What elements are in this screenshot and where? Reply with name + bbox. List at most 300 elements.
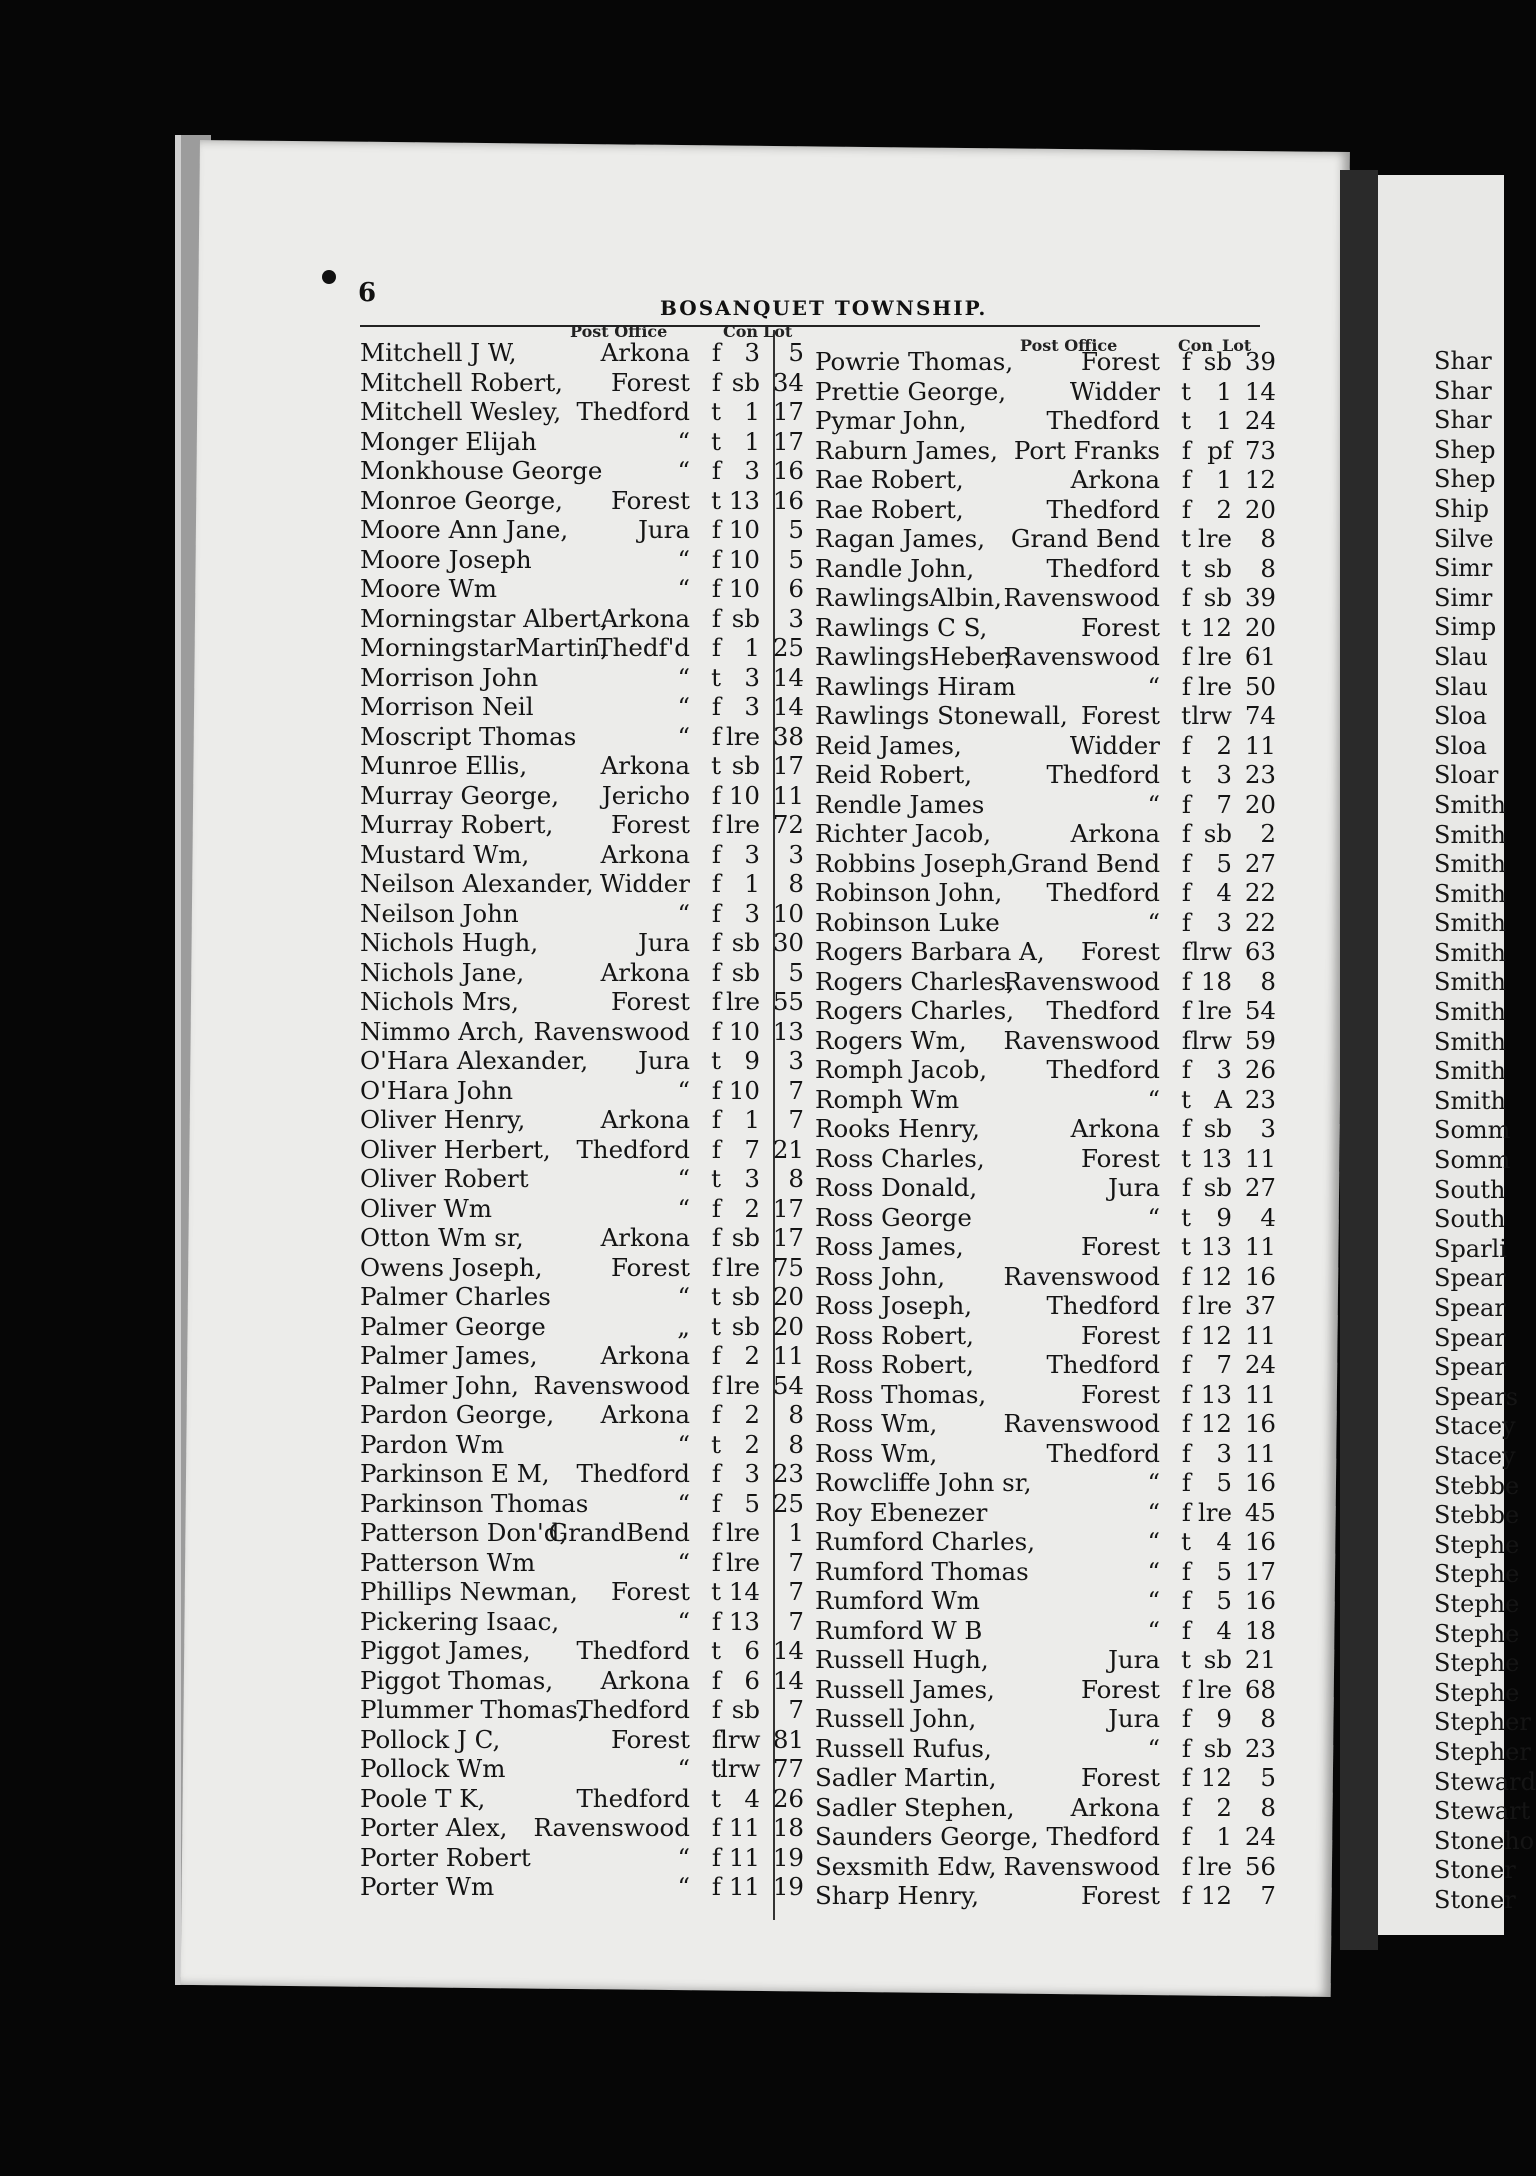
tenure-code: f	[711, 1341, 721, 1370]
lot-number: 7	[788, 1606, 804, 1636]
lot-number: 16	[1244, 1409, 1276, 1438]
page-number: 6	[358, 278, 377, 308]
next-page-entry: Stephe	[1434, 1589, 1520, 1618]
lot-number: 73	[1244, 435, 1276, 465]
post-office: “	[677, 898, 690, 928]
concession: 3	[1216, 1055, 1232, 1084]
tenure-code: t	[711, 1282, 721, 1311]
lot-number: 22	[1244, 878, 1276, 907]
post-office: “	[1147, 1733, 1160, 1763]
entry-name: Sadler Martin,	[815, 1763, 997, 1792]
concession: sb	[731, 603, 760, 633]
post-office: Arkona	[600, 957, 690, 987]
concession: 7	[1216, 789, 1232, 819]
lot-number: 8	[1260, 524, 1276, 553]
concession: 11	[728, 1872, 760, 1901]
lot-number: 27	[1244, 848, 1276, 878]
lot-number: 75	[772, 1252, 804, 1282]
tenure-code: f	[1181, 789, 1191, 819]
lot-number: 17	[772, 397, 804, 426]
lot-number: 54	[772, 1370, 804, 1400]
lot-number: 14	[772, 662, 804, 692]
post-office: Forest	[1080, 1143, 1160, 1173]
concession: 12	[1200, 1763, 1232, 1792]
entry-name: Sharp Henry,	[815, 1881, 980, 1910]
lot-number: 10	[772, 898, 804, 928]
entry-name: Ross Charles,	[815, 1143, 985, 1173]
concession: 2	[744, 1193, 760, 1223]
entry-name: Ross Robert,	[815, 1350, 974, 1379]
lot-number: 11	[1244, 1232, 1276, 1261]
lot-number: 81	[772, 1724, 804, 1754]
tenure-code: t	[711, 1046, 721, 1075]
entry-name: O'Hara John	[360, 1075, 514, 1105]
tenure-code: f	[711, 1813, 721, 1842]
lot-number: 8	[788, 869, 804, 898]
tenure-code: t	[711, 1164, 721, 1193]
tenure-code: t	[711, 662, 721, 692]
entry-name: Rumford Wm	[815, 1586, 980, 1615]
lot-number: 20	[772, 1311, 804, 1341]
concession: sb	[1203, 1645, 1232, 1674]
tenure-code: f	[1181, 1261, 1191, 1291]
post-office: Thedford	[576, 1636, 690, 1665]
next-page-entry: Stepher	[1434, 1737, 1531, 1766]
tenure-code: f	[711, 603, 721, 633]
next-page	[1378, 175, 1536, 1935]
post-office: Forest	[1080, 1320, 1160, 1350]
next-page-entry: Shep	[1434, 465, 1496, 494]
tenure-code: f	[1181, 1674, 1191, 1704]
next-page-entry: Smith	[1434, 879, 1506, 908]
concession: 1	[744, 426, 760, 456]
lot-number: 3	[788, 603, 804, 633]
entry-name: Piggot Thomas,	[360, 1665, 554, 1695]
entry-name: Rawlings Stonewall,	[815, 701, 1068, 730]
post-office: Ravenswood	[1003, 1261, 1160, 1291]
post-office: Ravenswood	[533, 1813, 690, 1842]
post-office: “	[1147, 1202, 1160, 1232]
entry-name: Ross Donald,	[815, 1173, 978, 1202]
tenure-code: f	[711, 1872, 721, 1901]
entry-name: Rooks Henry,	[815, 1114, 980, 1143]
concession: sb	[731, 928, 760, 957]
concession: 3	[744, 898, 760, 928]
lot-number: 63	[1244, 937, 1276, 966]
concession: lre	[1197, 1497, 1232, 1527]
concession: 3	[1216, 760, 1232, 789]
next-page-entry: Silve	[1434, 524, 1494, 553]
post-office: Arkona	[600, 1400, 690, 1429]
entry-name: MorningstarMartin,	[360, 633, 609, 662]
entry-name: Plummer Thomas,	[360, 1695, 586, 1724]
lot-number: 50	[1244, 671, 1276, 701]
next-page-entry: Spear	[1434, 1264, 1506, 1293]
lot-number: 54	[1244, 996, 1276, 1025]
next-page-entry: Shep	[1434, 435, 1496, 464]
next-page-entry: South	[1434, 1175, 1506, 1204]
entry-name: Moscript Thomas	[360, 721, 577, 751]
header-rule	[360, 325, 1260, 327]
tenure-code: f	[711, 1075, 721, 1105]
post-office: Jura	[1108, 1704, 1160, 1733]
post-office: Arkona	[1070, 1792, 1160, 1822]
lot-number: 68	[1244, 1674, 1276, 1704]
post-office: Forest	[610, 810, 690, 839]
tenure-code: f	[1181, 878, 1191, 907]
entry-name: Moore Ann Jane,	[360, 515, 569, 544]
lot-number: 7	[788, 1075, 804, 1105]
post-office: Ravenswood	[1003, 642, 1160, 671]
post-office: GrandBend	[548, 1518, 690, 1547]
post-office: “	[1147, 1084, 1160, 1114]
entry-name: Porter Wm	[360, 1872, 495, 1901]
lot-number: 30	[772, 928, 804, 957]
lot-number: 20	[1244, 789, 1276, 819]
tenure-code: f	[711, 1223, 721, 1252]
post-office: Arkona	[600, 1341, 690, 1370]
entry-name: Reid Robert,	[815, 760, 972, 789]
post-office: Ravenswood	[1003, 1025, 1160, 1055]
tenure-code: f	[711, 338, 721, 367]
tenure-code: f	[1181, 937, 1191, 966]
entry-name: Parkinson Thomas	[360, 1488, 589, 1518]
next-page-entry: Stoner	[1434, 1885, 1516, 1914]
tenure-code: t	[1181, 1202, 1191, 1232]
lot-number: 8	[788, 1429, 804, 1459]
lot-number: 20	[772, 1282, 804, 1311]
tenure-code: f	[1181, 1438, 1191, 1468]
concession: lre	[725, 1547, 760, 1577]
concession: 13	[728, 485, 760, 515]
tenure-code: f	[1181, 996, 1191, 1025]
lot-number: 11	[772, 780, 804, 810]
next-page-entry: Spear	[1434, 1323, 1506, 1352]
post-office: Forest	[1080, 1674, 1160, 1704]
next-page-entry: Steward	[1434, 1767, 1536, 1796]
lot-number: 7	[788, 1695, 804, 1724]
concession: lre	[725, 1252, 760, 1282]
post-office: Forest	[610, 367, 690, 397]
tenure-code: f	[711, 1606, 721, 1636]
next-page-entry: Stebbe	[1434, 1501, 1520, 1530]
entry-name: Rawlings C S,	[815, 612, 988, 642]
lot-number: 8	[1260, 966, 1276, 996]
lot-number: 17	[772, 1223, 804, 1252]
entry-name: Rumford Charles,	[815, 1527, 1035, 1556]
next-page-entry: Smith	[1434, 790, 1506, 819]
lot-number: 34	[772, 367, 804, 397]
lot-number: 8	[1260, 1792, 1276, 1822]
post-office: Jura	[638, 928, 690, 957]
next-page-entry: Stacey	[1434, 1412, 1516, 1441]
tenure-code: f	[711, 574, 721, 603]
concession: lre	[725, 810, 760, 839]
entry-name: RawlingsHeber,	[815, 642, 1013, 671]
lot-number: 25	[772, 1488, 804, 1518]
tenure-code: f	[711, 1547, 721, 1577]
entry-name: Ragan James,	[815, 524, 985, 553]
tenure-code: t	[1181, 553, 1191, 583]
next-page-entry: Stephe	[1434, 1530, 1520, 1559]
entry-name: Oliver Robert	[360, 1164, 529, 1193]
post-office: “	[677, 662, 690, 692]
concession: 9	[1216, 1704, 1232, 1733]
concession: 11	[728, 1842, 760, 1872]
concession: sb	[1203, 347, 1232, 376]
concession: lrw	[720, 1754, 761, 1783]
concession: 12	[1200, 612, 1232, 642]
entry-name: Rumford W B	[815, 1615, 983, 1645]
post-office: Arkona	[600, 338, 690, 367]
entry-name: Rumford Thomas	[815, 1556, 1029, 1586]
concession: sb	[1203, 1173, 1232, 1202]
entry-name: Pollock Wm	[360, 1754, 506, 1783]
concession: lrw	[1191, 1025, 1232, 1055]
post-office: “	[1147, 1586, 1160, 1615]
lot-number: 26	[772, 1783, 804, 1813]
concession: 12	[1200, 1261, 1232, 1291]
tenure-code: f	[711, 1518, 721, 1547]
concession: 7	[744, 1134, 760, 1164]
entry-name: Porter Alex,	[360, 1813, 508, 1842]
concession: 6	[744, 1665, 760, 1695]
tenure-code: t	[1181, 1232, 1191, 1261]
entry-name: Rae Robert,	[815, 465, 964, 494]
concession: 3	[744, 1459, 760, 1488]
post-office: Port Franks	[1013, 435, 1160, 465]
tenure-code: f	[711, 898, 721, 928]
entry-name: Ross John,	[815, 1261, 946, 1291]
entry-name: Romph Jacob,	[815, 1055, 988, 1084]
next-page-entry: Smith	[1434, 1086, 1506, 1115]
concession: 12	[1200, 1320, 1232, 1350]
tenure-code: f	[1181, 465, 1191, 494]
next-page-entry: Stephe	[1434, 1560, 1520, 1589]
tenure-code: f	[1181, 1497, 1191, 1527]
entry-name: Rogers Charles,	[815, 966, 1014, 996]
post-office: Arkona	[600, 1105, 690, 1134]
concession: sb	[731, 1311, 760, 1341]
post-office: Arkona	[600, 1665, 690, 1695]
concession: 10	[728, 1075, 760, 1105]
entry-name: Russell John,	[815, 1704, 977, 1733]
lot-number: 21	[772, 1134, 804, 1164]
tenure-code: t	[1181, 1645, 1191, 1674]
lot-number: 39	[1244, 347, 1276, 376]
lot-number: 18	[1244, 1615, 1276, 1645]
entry-name: Munroe Ellis,	[360, 751, 528, 780]
concession: 2	[744, 1429, 760, 1459]
concession: 18	[1200, 966, 1232, 996]
entry-name: Rogers Barbara A,	[815, 937, 1045, 966]
tenure-code: f	[711, 1016, 721, 1046]
tenure-code: t	[711, 426, 721, 456]
lot-number: 27	[1244, 1173, 1276, 1202]
entry-name: Morrison Neil	[360, 692, 534, 721]
post-office: Thedford	[1046, 1055, 1160, 1084]
concession: 14	[728, 1577, 760, 1606]
post-office: Ravenswood	[1003, 583, 1160, 612]
concession: sb	[731, 751, 760, 780]
lot-number: 16	[772, 485, 804, 515]
entry-name: Pardon George,	[360, 1400, 555, 1429]
entry-name: Poole T K,	[360, 1783, 486, 1813]
lot-number: 23	[1244, 1733, 1276, 1763]
tenure-code: t	[1181, 524, 1191, 553]
post-office: Ravenswood	[1003, 1409, 1160, 1438]
tenure-code: t	[711, 751, 721, 780]
tenure-code: f	[1181, 1114, 1191, 1143]
post-office: “	[677, 1547, 690, 1577]
post-office: Forest	[610, 987, 690, 1016]
tenure-code: t	[711, 397, 721, 426]
post-office: Thedford	[576, 1783, 690, 1813]
entry-name: Russell James,	[815, 1674, 995, 1704]
lot-number: 6	[788, 574, 804, 603]
concession: 10	[728, 574, 760, 603]
tenure-code: t	[711, 485, 721, 515]
entry-name: Rowcliffe John sr,	[815, 1468, 1032, 1497]
post-office: Widder	[1069, 730, 1160, 760]
post-office: “	[677, 456, 690, 485]
concession: lre	[1197, 671, 1232, 701]
tenure-code: f	[1181, 907, 1191, 937]
post-office: “	[677, 1282, 690, 1311]
concession: 3	[744, 338, 760, 367]
entry-name: Mitchell Robert,	[360, 367, 563, 397]
lot-number: 7	[788, 1105, 804, 1134]
tenure-code: f	[711, 1105, 721, 1134]
lot-number: 3	[788, 1046, 804, 1075]
lot-number: 11	[1244, 730, 1276, 760]
post-office: Grand Bend	[1010, 848, 1160, 878]
entry-name: Russell Rufus,	[815, 1733, 992, 1763]
tenure-code: f	[711, 839, 721, 869]
post-office: Thedford	[1046, 878, 1160, 907]
next-page-entry: Smith	[1434, 1057, 1506, 1086]
post-office: Ravenswood	[533, 1370, 690, 1400]
entry-name: Ross Wm,	[815, 1438, 938, 1468]
concession: 1	[744, 633, 760, 662]
lot-number: 5	[788, 544, 804, 574]
concession: A	[1214, 1084, 1232, 1114]
concession: lre	[725, 721, 760, 751]
lot-number: 16	[1244, 1468, 1276, 1497]
concession: 3	[1216, 907, 1232, 937]
post-office: “	[677, 544, 690, 574]
entry-name: Rawlings Hiram	[815, 671, 1016, 701]
entry-name: Monkhouse George	[360, 456, 603, 485]
lot-number: 14	[1244, 376, 1276, 406]
next-page-entry: Simp	[1434, 613, 1497, 642]
lot-number: 23	[1244, 760, 1276, 789]
tenure-code: t	[711, 1577, 721, 1606]
concession: 1	[744, 397, 760, 426]
post-office: Ravenswood	[533, 1016, 690, 1046]
tenure-code: f	[1181, 1379, 1191, 1409]
tenure-code: f	[711, 1400, 721, 1429]
next-page-entry: Spear	[1434, 1353, 1506, 1382]
lot-number: 45	[1244, 1497, 1276, 1527]
lot-number: 7	[788, 1547, 804, 1577]
tenure-code: t	[711, 1311, 721, 1341]
post-office: Jura	[638, 515, 690, 544]
entry-name: Robinson Luke	[815, 907, 1000, 937]
concession: 13	[728, 1606, 760, 1636]
entry-name: Pickering Isaac,	[360, 1606, 560, 1636]
tenure-code: f	[1181, 1792, 1191, 1822]
concession: lrw	[1191, 937, 1232, 966]
tenure-code: t	[711, 1636, 721, 1665]
post-office: Thedf'd	[596, 633, 690, 662]
post-office: Forest	[1080, 1232, 1160, 1261]
tenure-code: f	[711, 456, 721, 485]
tenure-code: f	[711, 928, 721, 957]
lot-number: 1	[788, 1518, 804, 1547]
tenure-code: f	[1181, 1055, 1191, 1084]
lot-number: 38	[772, 721, 804, 751]
tenure-code: f	[711, 987, 721, 1016]
lot-number: 17	[772, 1193, 804, 1223]
next-page-entry: Smith	[1434, 850, 1506, 879]
post-office: Thedford	[576, 1695, 690, 1724]
next-page-entry: Stephe	[1434, 1649, 1520, 1678]
entry-name: Nichols Jane,	[360, 957, 525, 987]
entry-name: Robbins Joseph,	[815, 848, 1015, 878]
concession: 10	[728, 1016, 760, 1046]
lot-number: 12	[1244, 465, 1276, 494]
entry-name: Ross Thomas,	[815, 1379, 987, 1409]
concession: 13	[1200, 1143, 1232, 1173]
concession: sb	[1203, 819, 1232, 848]
entry-name: Nichols Hugh,	[360, 928, 539, 957]
tenure-code: f	[1181, 819, 1191, 848]
tenure-code: f	[711, 780, 721, 810]
post-office: Ravenswood	[1003, 966, 1160, 996]
lot-number: 23	[1244, 1084, 1276, 1114]
concession: lre	[1197, 642, 1232, 671]
entry-name: Ross George	[815, 1202, 972, 1232]
entry-name: Piggot James,	[360, 1636, 531, 1665]
concession: 5	[744, 1488, 760, 1518]
tenure-code: f	[1181, 1822, 1191, 1851]
next-page-entry: Stoneho	[1434, 1826, 1535, 1855]
entry-name: Monger Elijah	[360, 426, 537, 456]
tenure-code: f	[711, 692, 721, 721]
tenure-code: f	[711, 544, 721, 574]
concession: sb	[731, 1695, 760, 1724]
post-office: Thedford	[1046, 494, 1160, 524]
entry-name: Palmer George	[360, 1311, 546, 1341]
concession: 2	[1216, 494, 1232, 524]
post-office: “	[1147, 789, 1160, 819]
post-office: “	[677, 1872, 690, 1901]
post-office: Forest	[1080, 937, 1160, 966]
next-page-entry: Stacey	[1434, 1441, 1516, 1470]
lot-number: 11	[1244, 1143, 1276, 1173]
concession: 13	[1200, 1379, 1232, 1409]
post-office: “	[677, 692, 690, 721]
next-page-entry: Slau	[1434, 672, 1488, 701]
lot-number: 72	[772, 810, 804, 839]
tenure-code: f	[1181, 435, 1191, 465]
entry-name: Pollock J C,	[360, 1724, 501, 1754]
tenure-code: f	[1181, 642, 1191, 671]
tenure-code: f	[711, 633, 721, 662]
concession: sb	[731, 1223, 760, 1252]
lot-number: 61	[1244, 642, 1276, 671]
